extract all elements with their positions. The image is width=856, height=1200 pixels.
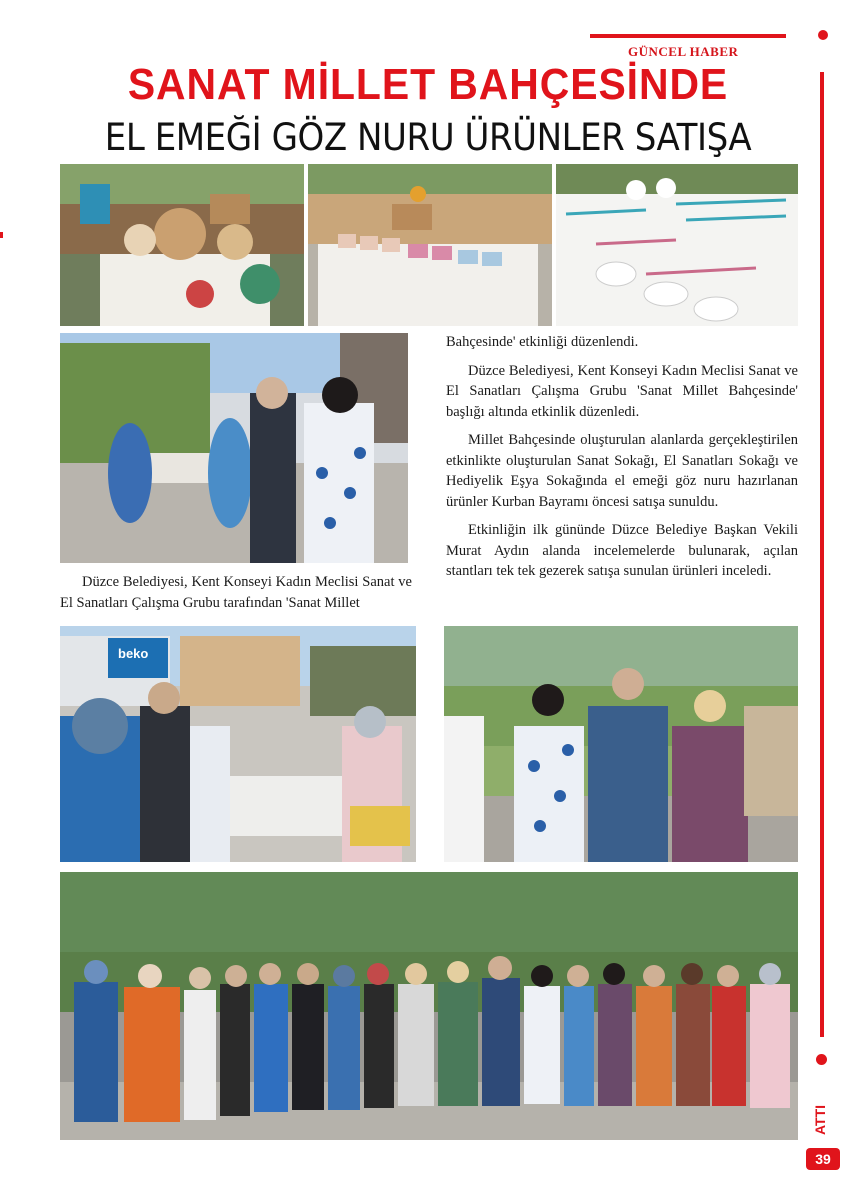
photo-jewelry-table (556, 164, 798, 326)
photo-group (60, 872, 798, 1140)
vertical-dot (816, 1054, 827, 1065)
right-column-text (446, 332, 798, 590)
headline-line1: SANAT MİLLET BAHÇESİNDE (127, 60, 729, 109)
page-number: 39 (806, 1148, 840, 1170)
top-rule (590, 34, 786, 38)
vertical-rule (820, 72, 824, 1037)
headline-line2: EL EMEĞİ GÖZ NURU ÜRÜNLER SATIŞA (104, 116, 752, 159)
photo-crafts-table (60, 164, 304, 326)
top-dot (818, 30, 828, 40)
left-edge-mark (0, 232, 3, 238)
paragraph: Düzce Belediyesi, Kent Konseyi Kadın Meclisi Sanat ve El Sanatları Çalışma Grubu 'Sanat Millet Bahçesinde' başlığı altında etkinlik düzenledi. (446, 362, 798, 420)
photo-three-people (444, 626, 798, 862)
logo-text: ATTI (812, 1104, 828, 1136)
paragraph: Etkinliğin ilk gününde Düzce Belediye Başkan Vekili Murat Aydın alanda incelemelerde bulunarak, açılan stantları tek tek gezerek satışa sunulan ürünleri inceledi. (446, 522, 798, 579)
photo-street-stands (60, 626, 416, 862)
section-label: GÜNCEL HABER (628, 44, 739, 59)
left-column-text (60, 572, 412, 621)
photo-visit-stands (60, 333, 408, 563)
paragraph: Düzce Belediyesi, Kent Konseyi Kadın Meclisi Sanat ve El Sanatları Çalışma Grubu tarafından 'Sanat Millet (60, 574, 412, 611)
paragraph: Millet Bahçesinde oluşturulan alanlarda gerçekleştirilen etkinlikte oluşturulan Sanat Sokağı, El Sanatları Sokağı ve Hediyelik Eşya Sokağında el emeği göz nuru hazırlanan ürünler Kurban Bayramı öncesi satışa sunuldu. (446, 432, 798, 510)
shop-sign: beko (118, 646, 149, 661)
photo-soap-table (308, 164, 552, 326)
paragraph: Bahçesinde' etkinliği düzenlendi. (446, 334, 639, 350)
